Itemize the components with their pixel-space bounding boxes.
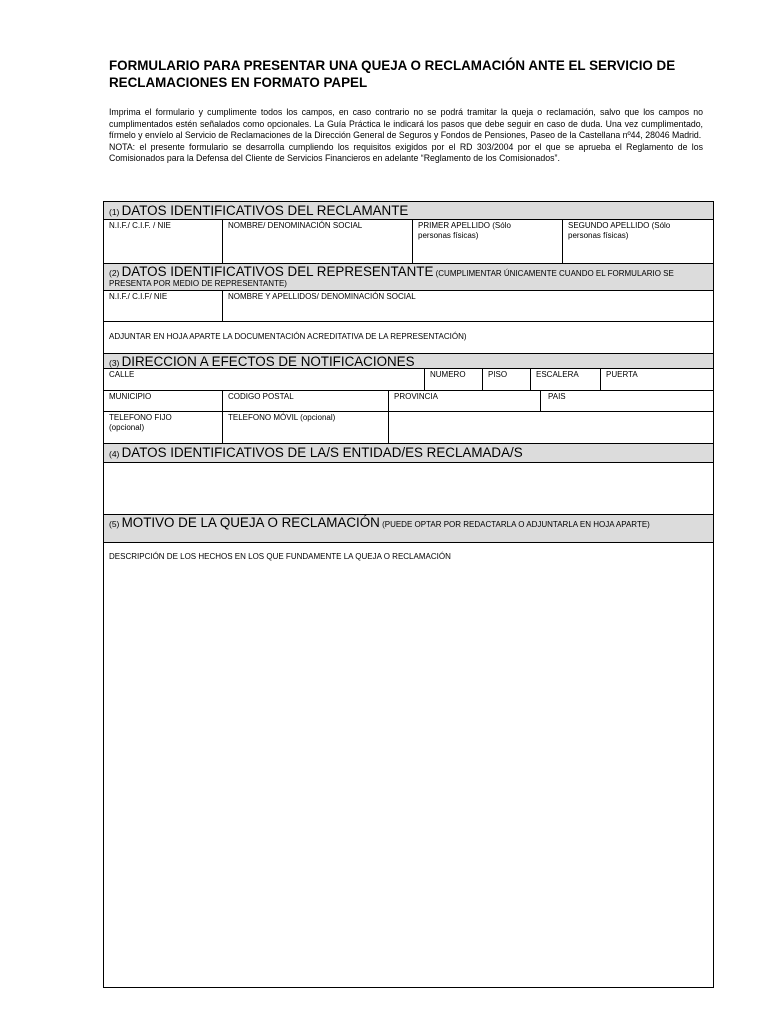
address-row-2 (104, 390, 713, 411)
section-2-attachment-note (104, 321, 713, 353)
segundo-apellido-label: SEGUNDO APELLIDO (Sólo personas físicas) (568, 221, 671, 240)
section-4-header (104, 443, 713, 462)
provincia-label: PROVINCIA (394, 392, 439, 401)
primer-apellido-label: PRIMER APELLIDO (Sólo personas físicas) (418, 221, 511, 240)
section-5-note: (PUEDE OPTAR POR REDACTARLA O ADJUNTARLA EN HOJA APARTE) (382, 520, 650, 529)
section-2-title: DATOS IDENTIFICATIVOS DEL REPRESENTANTE (121, 264, 434, 279)
puerta-label: PUERTA (606, 370, 638, 379)
telefono-movil-field[interactable] (222, 412, 388, 443)
section-3-number: (3) (109, 358, 120, 368)
escalera-label: ESCALERA (536, 370, 579, 379)
section-1-fields (104, 219, 713, 263)
section-1-number: (1) (109, 207, 120, 217)
section-4-title: DATOS IDENTIFICATIVOS DE LA/S ENTIDAD/ES RECLAMADA/S (121, 445, 523, 460)
section-1-header (104, 202, 713, 219)
piso-field[interactable] (482, 369, 530, 390)
section-5-number: (5) (109, 519, 120, 529)
telefono-movil-label: TELEFONO MÓVIL (opcional) (228, 413, 336, 422)
section-4-number: (4) (109, 449, 120, 459)
nombre-label: NOMBRE/ DENOMINACIÓN SOCIAL (228, 221, 363, 230)
telefono-blank-field[interactable] (388, 412, 713, 443)
calle-label: CALLE (109, 370, 135, 379)
section-1-title: DATOS IDENTIFICATIVOS DEL RECLAMANTE (121, 203, 409, 218)
provincia-field[interactable] (388, 391, 540, 411)
adjuntar-text: ADJUNTAR EN HOJA APARTE LA DOCUMENTACIÓN ACREDITATIVA DE LA REPRESENTACIÓN) (109, 332, 467, 341)
descripcion-label: DESCRIPCIÓN DE LOS HECHOS EN LOS QUE FUNDAMENTE LA QUEJA O RECLAMACIÓN (109, 552, 451, 561)
escalera-field[interactable] (530, 369, 600, 390)
entidad-field[interactable] (104, 462, 713, 514)
nombre-field[interactable] (222, 220, 412, 263)
section-2-header (104, 263, 713, 290)
primer-apellido-field[interactable] (412, 220, 562, 263)
form-title: FORMULARIO PARA PRESENTAR UNA QUEJA O RECLAMACIÓN ANTE EL SERVICIO DE RECLAMACIONES EN FORMATO PAPEL (109, 58, 676, 90)
calle-field[interactable] (104, 369, 424, 390)
municipio-field[interactable] (104, 391, 222, 411)
descripcion-field[interactable] (104, 542, 713, 987)
rep-nif-label: N.I.F./ C.I.F/ NIE (109, 292, 168, 301)
piso-label: PISO (488, 370, 508, 379)
municipio-label: MUNICIPIO (109, 392, 152, 401)
numero-field[interactable] (424, 369, 482, 390)
codigo-postal-label: CODIGO POSTAL (228, 392, 294, 401)
nif-label: N.I.F./ C.I.F. / NIE (109, 221, 171, 230)
segundo-apellido-field[interactable] (562, 220, 713, 263)
rep-nombre-field[interactable] (222, 291, 713, 321)
rep-nombre-label: NOMBRE Y APELLIDOS/ DENOMINACIÓN SOCIAL (228, 292, 416, 301)
section-2-number: (2) (109, 268, 120, 278)
nif-field[interactable] (104, 220, 222, 263)
instructions-nota: NOTA: el presente formulario se desarrolla cumpliendo los requisitos exigidos por el RD 303/2004 por el que se aprueba el Reglamento de los Comisionados para la Defensa del Cliente de Servicios Financieros en adelante “Reglamento de los Comisionados”. (109, 141, 703, 163)
puerta-field[interactable] (600, 369, 713, 390)
pais-label: PAIS (548, 392, 566, 401)
section-2-fields (104, 290, 713, 321)
section-2-note: (CUMPLIMENTAR ÚNICAMENTE CUANDO EL FORMULARIO SE PRESENTA POR MEDIO DE REPRESENTANTE) (109, 269, 674, 288)
numero-label: NUMERO (430, 370, 466, 379)
address-row-3 (104, 411, 713, 443)
section-5-title: MOTIVO DE LA QUEJA O RECLAMACIÓN (121, 515, 380, 530)
section-3-header (104, 353, 713, 368)
instructions (109, 107, 703, 165)
telefono-fijo-label: TELEFONO FIJO (opcional) (109, 413, 172, 432)
address-row-1 (104, 368, 713, 390)
instructions-paragraph: Imprima el formulario y cumplimente todos los campos, en caso contrario no se podrá tramitar la queja o reclamación, salvo que los campos no cumplimentados estén señalados como opcionales. La Guía Práctica le indicará los pasos que debe seguir en caso de duda. Una vez cumplimentado, fírmelo y envíelo al Servicio de Reclamaciones de la Dirección General de Seguros y Fondos de Pensiones, Paseo de la Castellana nº44, 28046 Madrid. (109, 107, 703, 140)
codigo-postal-field[interactable] (222, 391, 388, 411)
section-5-header (104, 514, 713, 542)
rep-nif-field[interactable] (104, 291, 222, 321)
section-3-title: DIRECCION A EFECTOS DE NOTIFICACIONES (121, 354, 415, 369)
telefono-fijo-field[interactable] (104, 412, 222, 443)
complaint-form (103, 201, 714, 988)
pais-field[interactable] (540, 391, 713, 411)
